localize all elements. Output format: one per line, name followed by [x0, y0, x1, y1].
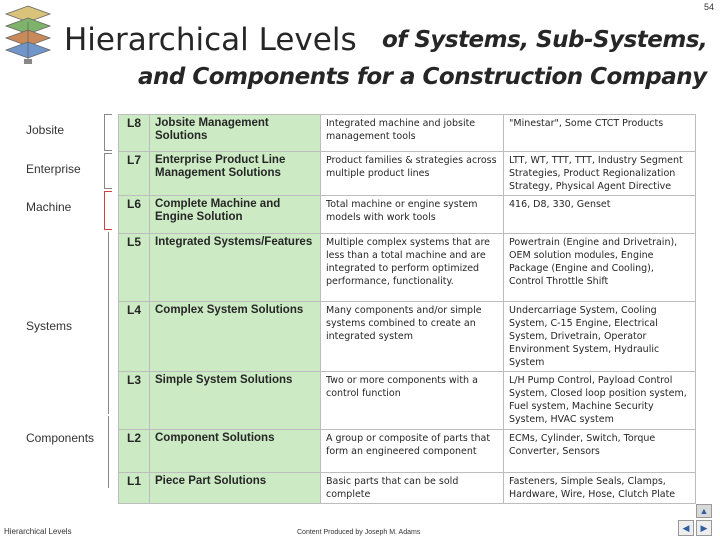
forward-arrow-icon[interactable]: ▶: [696, 520, 712, 536]
back-arrow-icon[interactable]: ◀: [678, 520, 694, 536]
category-label-jobsite: Jobsite: [26, 123, 65, 137]
level-description: Product families & strategies across multiple product lines: [321, 152, 504, 196]
level-code: L3: [119, 372, 150, 430]
triangle-up-icon[interactable]: ▲: [696, 504, 712, 518]
level-examples: 416, D8, 330, Genset: [504, 196, 696, 234]
level-code: L5: [119, 234, 150, 302]
bracket-machine: [104, 191, 112, 230]
level-examples: L/H Pump Control, Payload Control System, Closed loop position system, Fuel system, Machine Security System, HVAC system: [504, 372, 696, 430]
level-examples: ECMs, Cylinder, Switch, Torque Converter, Sensors: [504, 430, 696, 473]
bracket-jobsite: [104, 114, 112, 151]
level-description: A group or composite of parts that form an engineered component: [321, 430, 504, 473]
bracket-components: [108, 416, 109, 488]
level-examples: Fasteners, Simple Seals, Clamps, Hardware, Wire, Hose, Clutch Plate: [504, 473, 696, 504]
table-row: [119, 115, 696, 152]
level-examples: LTT, WT, TTT, TTT, Industry Segment Strategies, Product Regionalization Strategy, Physical Agent Directive: [504, 152, 696, 196]
level-code: L2: [119, 430, 150, 473]
level-name: Integrated Systems/Features: [150, 234, 321, 302]
level-examples: Undercarriage System, Cooling System, C-15 Engine, Electrical System, Drivetrain, Operator Environment System, Hydraulic System: [504, 302, 696, 372]
level-name: Simple System Solutions: [150, 372, 321, 430]
category-label-systems: Systems: [26, 319, 73, 333]
level-description: Two or more components with a control function: [321, 372, 504, 430]
level-code: L7: [119, 152, 150, 196]
level-examples: Powertrain (Engine and Drivetrain), OEM solution modules, Engine Package (Engine and Cooling), Control Throttle Shift: [504, 234, 696, 302]
table-row: [119, 372, 696, 430]
level-code: L4: [119, 302, 150, 372]
level-description: Integrated machine and jobsite management tools: [321, 115, 504, 152]
level-code: L6: [119, 196, 150, 234]
page-subtitle-line2: and Components for a Construction Company: [138, 64, 707, 90]
level-description: Basic parts that can be sold complete: [321, 473, 504, 504]
level-name: Enterprise Product Line Management Solutions: [150, 152, 321, 196]
page-title: Hierarchical Levels: [64, 22, 357, 58]
level-name: Piece Part Solutions: [150, 473, 321, 504]
category-label-machine: Machine: [26, 200, 72, 214]
level-description: Many components and/or simple systems combined to create an integrated system: [321, 302, 504, 372]
level-description: Total machine or engine system models with work tools: [321, 196, 504, 234]
level-description: Multiple complex systems that are less than a total machine and are integrated to perform optimized performance, functionality.: [321, 234, 504, 302]
bracket-enterprise: [104, 153, 112, 189]
page-subtitle-line1: of Systems, Sub-Systems,: [382, 27, 708, 53]
level-name: Complete Machine and Engine Solution: [150, 196, 321, 234]
footer-credit: Content Produced by Joseph M. Adams: [297, 529, 421, 536]
table-row: [119, 302, 696, 372]
table-row: [119, 473, 696, 504]
level-code: L8: [119, 115, 150, 152]
level-name: Jobsite Management Solutions: [150, 115, 321, 152]
category-label-components: Components: [26, 431, 95, 445]
table-row: [119, 234, 696, 302]
levels-table: [118, 114, 696, 504]
level-name: Complex System Solutions: [150, 302, 321, 372]
table-row: [119, 196, 696, 234]
footer-title: Hierarchical Levels: [4, 527, 72, 536]
table-row: [119, 152, 696, 196]
page-number: 54: [703, 2, 714, 12]
bracket-systems: [108, 232, 109, 414]
category-label-enterprise: Enterprise: [26, 162, 81, 176]
level-code: L1: [119, 473, 150, 504]
level-examples: "Minestar", Some CTCT Products: [504, 115, 696, 152]
level-name: Component Solutions: [150, 430, 321, 473]
table-row: [119, 430, 696, 473]
stacked-layers-icon: [2, 4, 54, 66]
